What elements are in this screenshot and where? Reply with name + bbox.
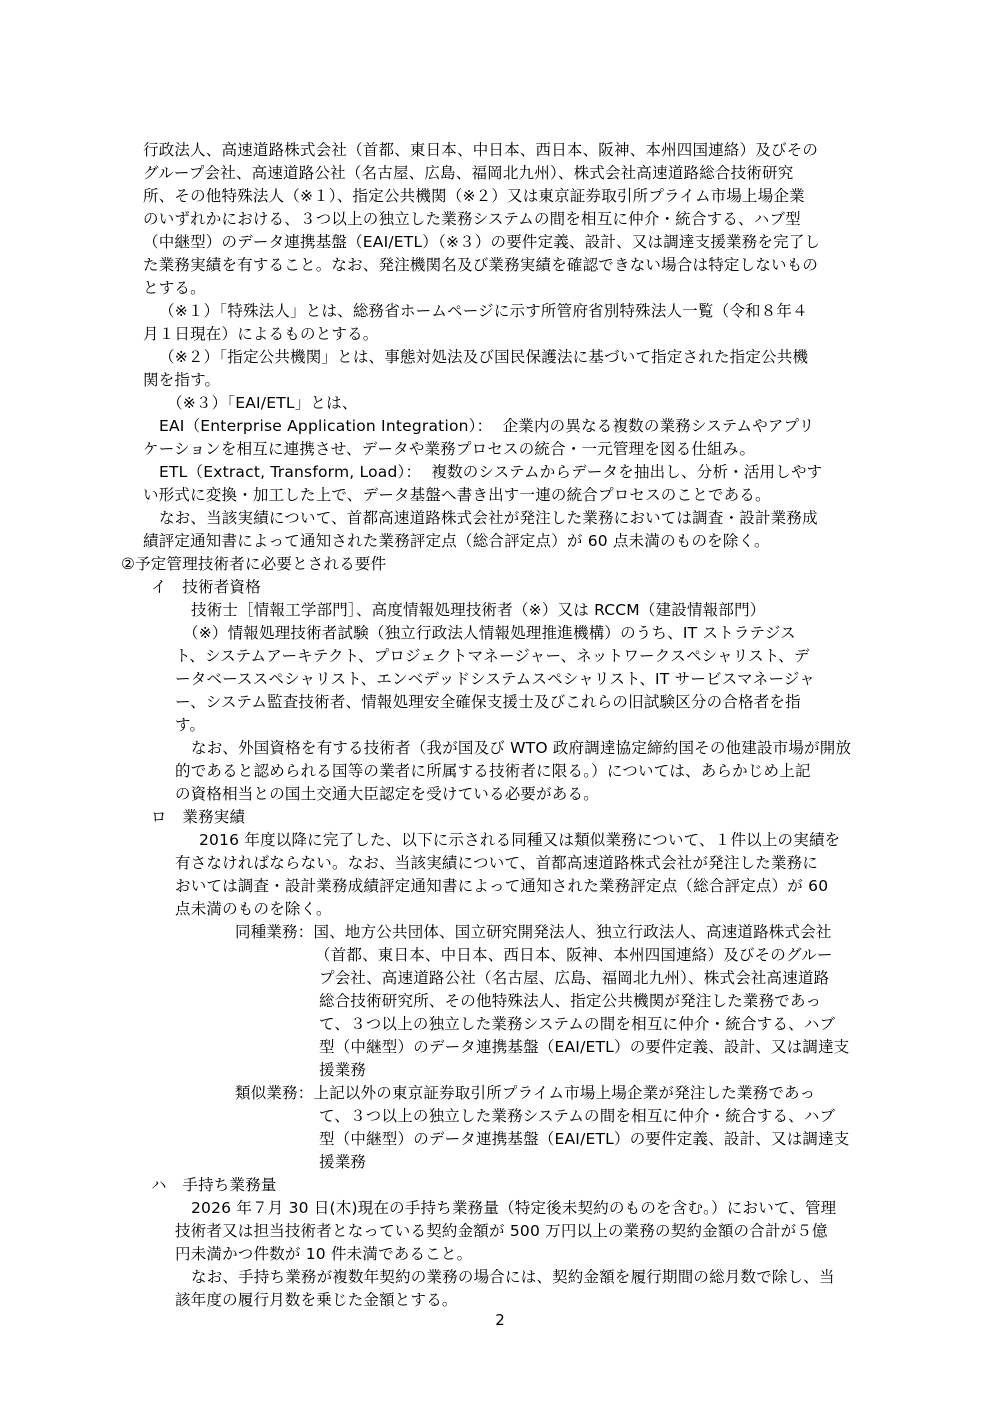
text-line: 2016 年度以降に完了した、以下に示される同種又は類似業務について、１件以上の実績を (199, 831, 841, 849)
text-line: おいては調査・設計業務成績評定通知書によって通知された業務評定点（総合評定点）が 60 (175, 877, 829, 895)
text-line: グループ会社、高速道路公社（名古屋、広島、福岡北九州）、株式会社高速道路総合技術研究 (143, 164, 794, 182)
text-line: ケーションを相互に連携させ、データや業務プロセスの統合・一元管理を図る仕組み。 (143, 440, 756, 458)
text-line: のいずれかにおける、３つ以上の独立した業務システムの間を相互に仲介・統合する、ハブ型 (143, 210, 801, 228)
subsection-heading: ハ 手持ち業務量 (151, 1176, 277, 1194)
text-line: 関を指す。 (143, 371, 221, 389)
text-line: （中継型）のデータ連携基盤（EAI/ETL）（※３）の要件定義、設計、又は調達支援業務を完了し (143, 233, 821, 251)
text-line: 援業務 (319, 1153, 367, 1171)
subsection-heading: ロ 業務実績 (151, 808, 246, 826)
text-line: 該年度の履行月数を乗じた金額とする。 (175, 1291, 458, 1309)
text-line: 所、その他特殊法人（※１）、指定公共機関（※２）又は東京証券取引所プライム市場上場企業 (143, 187, 805, 205)
text-line: 型（中継型）のデータ連携基盤（EAI/ETL）の要件定義、設計、又は調達支 (319, 1038, 850, 1056)
note-1: （※１）「特殊法人」とは、総務省ホームページに示す所管府省別特殊法人一覧（令和８年４ (159, 302, 808, 320)
text-line: 有さなければならない。なお、当該実績について、首都高速道路株式会社が発注した業務に (175, 854, 819, 872)
text-line: す。 (175, 716, 206, 734)
text-line: 2026 年７月 30 日(木)現在の手持ち業務量（特定後未契約のものを含む。）において、管理 (191, 1199, 837, 1217)
note-3: （※３）「EAI/ETL」とは、 (167, 394, 358, 412)
subsection-heading: イ 技術者資格 (151, 578, 261, 596)
text-line: た業務実績を有すること。なお、発注機関名及び業務実績を確認できない場合は特定しないもの (143, 256, 819, 274)
text-line: の資格相当との国土交通大臣認定を受けている必要がある。 (175, 785, 599, 803)
note-2: （※２）「指定公共機関」とは、事態対処法及び国民保護法に基づいて指定された指定公共機 (159, 348, 809, 366)
text-line: 援業務 (319, 1061, 367, 1079)
text-line: 績評定通知書によって通知された業務評定点（総合評定点）が 60 点未満のものを除く。 (143, 532, 770, 550)
text-line: ー、システム監査技術者、情報処理安全確保支援士及びこれらの旧試験区分の合格者を指 (175, 693, 801, 711)
text-line: 型（中継型）のデータ連携基盤（EAI/ETL）の要件定義、設計、又は調達支 (319, 1130, 850, 1148)
page-number: 2 (495, 1311, 505, 1329)
text-line: ータベーススペシャリスト、エンベデッドシステムスペシャリスト、IT サービスマネージャ (175, 670, 815, 688)
text-line: （首都、東日本、中日本、西日本、阪神、本州四国連絡）及びそのグルー (315, 946, 833, 964)
text-line: とする。 (143, 279, 206, 297)
section-heading: ②予定管理技術者に必要とされる要件 (121, 555, 387, 573)
text-line: 的であると認められる国等の業者に所属する技術者に限る。）については、あらかじめ上記 (175, 762, 811, 780)
text-line: 総合技術研究所、その他特殊法人、指定公共機関が発注した業務であっ (319, 992, 822, 1010)
text-line: プ会社、高速道路公社（名古屋、広島、福岡北九州）、株式会社高速道路 (319, 969, 830, 987)
text-line: て、３つ以上の独立した業務システムの間を相互に仲介・統合する、ハブ (319, 1107, 836, 1125)
text-line: なお、外国資格を有する技術者（我が国及び WTO 政府調達協定締約国その他建設市場が開放 (191, 739, 852, 757)
text-line: なお、当該実績について、首都高速道路株式会社が発注した業務においては調査・設計業務成 (159, 509, 818, 527)
eai-definition: EAI（Enterprise Application Integration）： 企業内の異なる複数の業務システムやアプリ (159, 417, 815, 435)
text-line: ト、システムアーキテクト、プロジェクトマネージャー、ネットワークスペシャリスト、デ (175, 647, 810, 665)
analogous-work-definition: 類似業務：上記以外の東京証券取引所プライム市場上場企業が発注した業務であっ (235, 1084, 816, 1102)
similar-work-definition: 同種業務：国、地方公共団体、国立研究開発法人、独立行政法人、高速道路株式会社 (235, 923, 832, 941)
text-line: 行政法人、高速道路株式会社（首都、東日本、中日本、西日本、阪神、本州四国連絡）及びその (143, 141, 819, 159)
text-line: い形式に変換・加工した上で、データ基盤へ書き出す一連の統合プロセスのことである。 (143, 486, 771, 504)
text-line: 技術士［情報工学部門］、高度情報処理技術者（※）又は RCCM（建設情報部門） (191, 601, 766, 619)
text-line: なお、手持ち業務が複数年契約の業務の場合には、契約金額を履行期間の総月数で除し、当 (191, 1268, 835, 1286)
text-line: 点未満のものを除く。 (175, 900, 332, 918)
text-line: て、３つ以上の独立した業務システムの間を相互に仲介・統合する、ハブ (319, 1015, 836, 1033)
text-line: 円未満かつ件数が 10 件未満であること。 (175, 1245, 473, 1263)
text-line: （※）情報処理技術者試験（独立行政法人情報処理推進機構）のうち、IT ストラテジス (183, 624, 796, 642)
text-line: 月１日現在）によるものとする。 (143, 325, 379, 343)
text-line: 技術者又は担当技術者となっている契約金額が 500 万円以上の業務の契約金額の合計が５億 (175, 1222, 828, 1240)
etl-definition: ETL（Extract, Transform, Load）： 複数のシステムからデータを抽出し、分析・活用しやす (159, 463, 823, 481)
